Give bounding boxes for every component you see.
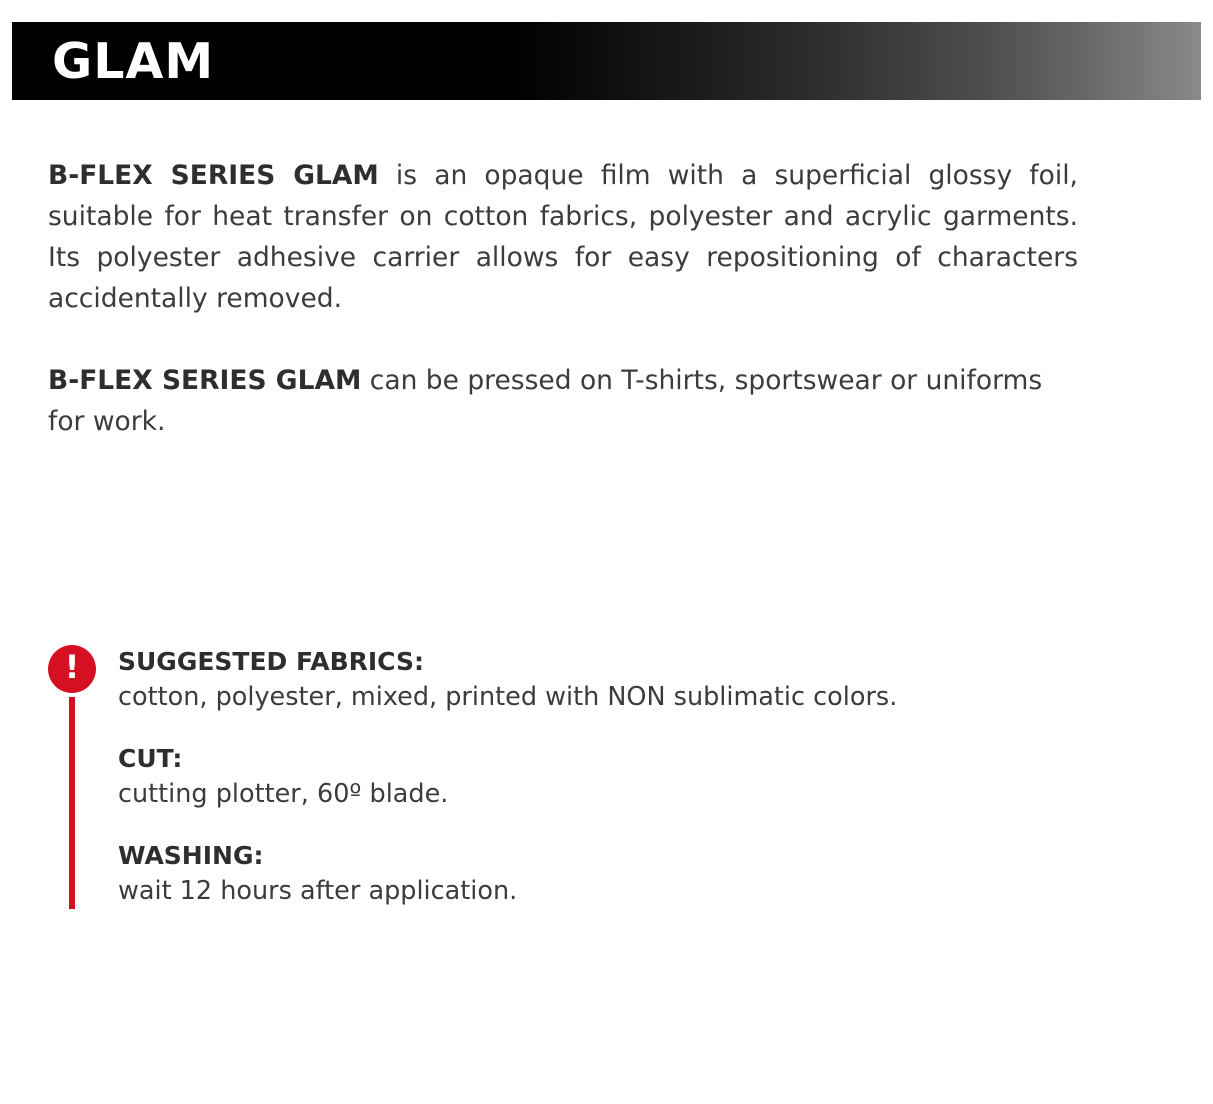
list-item	[118, 742, 1098, 813]
cut-label: CUT:	[118, 744, 183, 773]
exclamation-mark: !	[64, 648, 80, 686]
specification-list	[118, 645, 1098, 910]
page-title: GLAM	[52, 32, 215, 90]
exclamation-circle-icon	[48, 645, 96, 693]
product-name-1: B-FLEX SERIES GLAM	[48, 160, 379, 191]
list-item	[118, 645, 1098, 716]
washing-label: WASHING:	[118, 841, 264, 870]
suggested-fabrics-label: SUGGESTED FABRICS:	[118, 647, 424, 676]
product-name-2: B-FLEX SERIES GLAM	[48, 365, 362, 396]
description-text-1: is an opaque film with a superficial glossy foil, suitable for heat transfer on cotton fabrics, polyester and acrylic garments. Its polyester adhesive carrier allows for easy repositioning of characters accidentally removed.	[48, 160, 1078, 314]
description-text-2: can be pressed on T-shirts, sportswear or uniforms for work.	[48, 365, 1043, 437]
specifications-callout	[48, 645, 1108, 910]
cut-value: cutting plotter, 60º blade.	[118, 779, 449, 809]
description-section	[48, 155, 1078, 442]
washing-value: wait 12 hours after application.	[118, 876, 518, 906]
suggested-fabrics-value: cotton, polyester, mixed, printed with NON sublimatic colors.	[118, 682, 898, 712]
description-paragraph-1	[48, 155, 1078, 319]
accent-rule	[69, 697, 75, 909]
list-item	[118, 839, 1098, 910]
description-paragraph-2	[48, 360, 1078, 442]
header-banner	[12, 22, 1201, 100]
